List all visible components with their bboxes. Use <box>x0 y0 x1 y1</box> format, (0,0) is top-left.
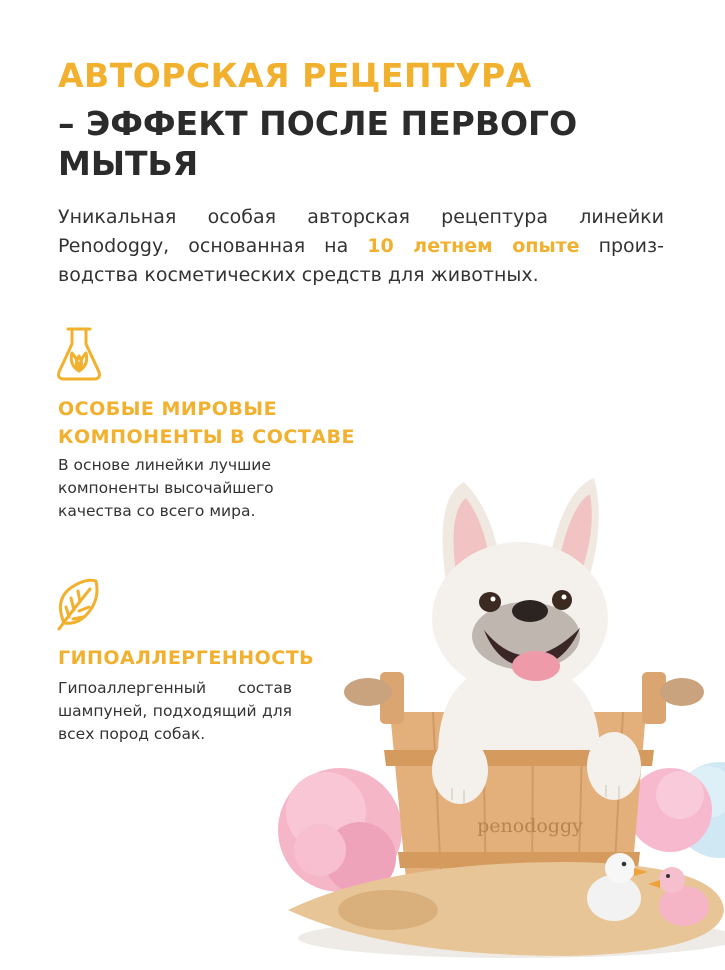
feature-text-components: В основе линейки лучшие компоненты высочайшего качества со всего мира. <box>58 456 274 520</box>
flask-leaf-icon <box>56 326 102 386</box>
feature-title-hypoallergenic: ГИПОАЛЛЕРГЕННОСТЬ <box>58 647 315 669</box>
leaf-icon <box>56 577 100 635</box>
title-line1: АВТОРСКАЯ РЕЦЕПТУРА <box>58 56 532 95</box>
intro-text-start: Уникальная особая авторская рецептура линейки Penodoggy, основанная на <box>58 206 664 257</box>
dog-nose <box>512 600 548 622</box>
pink-loofah <box>278 768 402 894</box>
intro-text <box>58 203 664 290</box>
dog-eye-right <box>552 590 572 610</box>
intro-highlight: 10 летнем опыте <box>367 235 580 257</box>
dog-paw-left <box>432 736 488 804</box>
dog-paw-right <box>587 732 641 800</box>
dog-in-tub-photo <box>268 470 725 965</box>
feature-title-components: ОСОБЫЕ МИРОВЫЕ КОМПОНЕНТЫ В СОСТАВЕ <box>58 398 355 448</box>
title-line2: – ЭФФЕКТ ПОСЛЕ ПЕРВОГО МЫТЬЯ <box>58 104 578 183</box>
intro-text-end: произ-водства косметических средств для животных. <box>58 235 664 286</box>
tub-brand-label: penodoggy <box>477 815 583 837</box>
dog-tongue <box>512 651 560 681</box>
dog-eye-left <box>479 592 501 612</box>
rope-right <box>660 678 704 706</box>
rope-left <box>344 678 392 706</box>
feature-text-hypoallergenic: Гипоаллергенный состав шампуней, подходящий для всех пород собак. <box>58 679 292 743</box>
pink-loofah-right <box>628 768 712 852</box>
